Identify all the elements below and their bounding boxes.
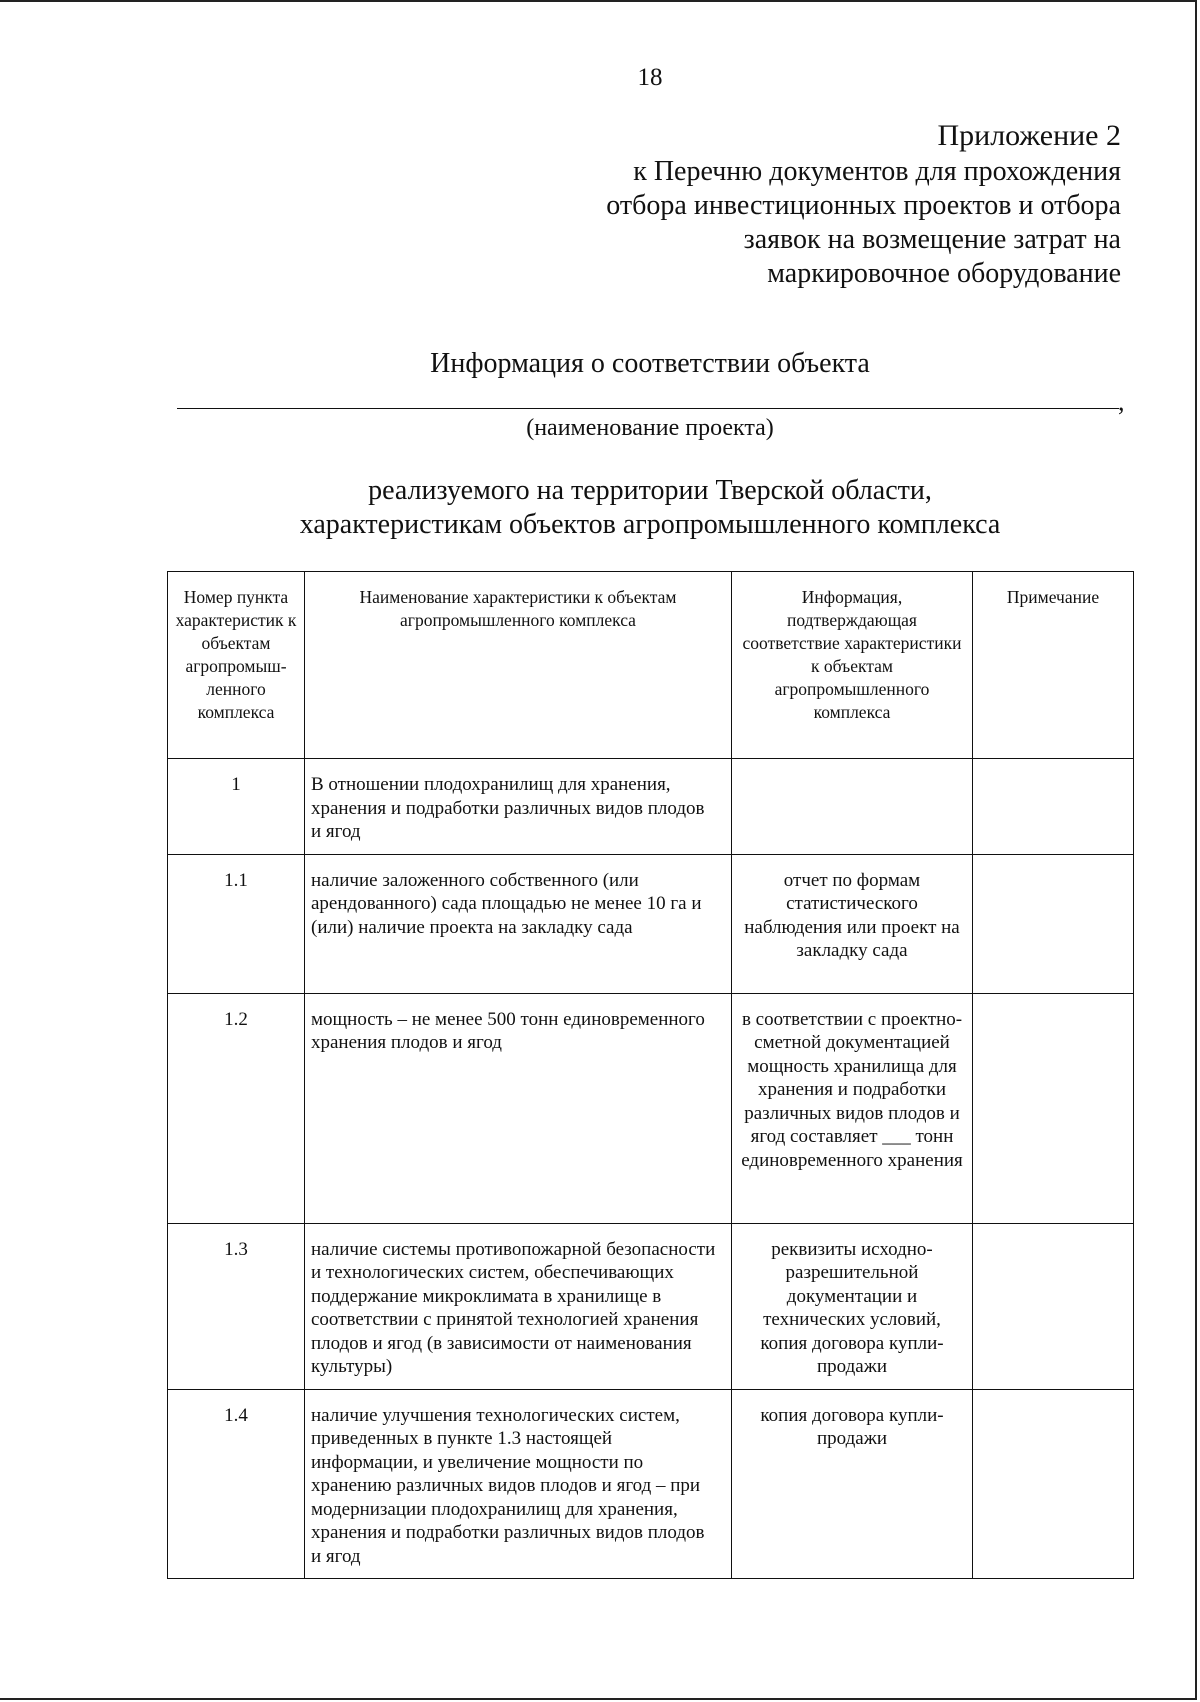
row-confirming-info: в соответствии с проектно-сметной документацией мощность хранилища для хранения и подработки различных видов плодов и ягод составляет ___ тонн единовременного хранения	[732, 993, 973, 1223]
appendix-line: маркировочное оборудование	[767, 258, 1121, 289]
row-number: 1.2	[168, 993, 305, 1223]
table-row	[168, 1223, 1134, 1389]
row-characteristic: наличие заложенного собственного (или арендованного) сада площадью не менее 10 га и (или) наличие проекта на закладку сада	[305, 854, 732, 993]
header-item-number: Номер пункта характеристик к объектам агропромыш-ленного комплекса	[168, 572, 305, 759]
row-characteristic: мощность – не менее 500 тонн единовременного хранения плодов и ягод	[305, 993, 732, 1223]
subtitle	[0, 474, 1200, 542]
appendix-block	[521, 119, 1121, 291]
table-row	[168, 854, 1134, 993]
row-characteristic: наличие системы противопожарной безопасности и технологических систем, обеспечивающих поддержание микроклимата в хранилище в соответствии с принятой технологией хранения плодов и ягод (в зависимости от наименования культуры)	[305, 1223, 732, 1389]
header-confirming-info: Информация, подтверждающая соответствие характеристики к объектам агропромышленного комплекса	[732, 572, 973, 759]
row-note	[973, 1223, 1134, 1389]
appendix-line: заявок на возмещение затрат на	[743, 224, 1121, 255]
row-note	[973, 854, 1134, 993]
appendix-line: к Перечню документов для прохождения	[633, 156, 1121, 187]
subtitle-line: реализуемого на территории Тверской области,	[368, 475, 932, 506]
row-confirming-info	[732, 759, 973, 855]
row-characteristic: В отношении плодохранилищ для хранения, хранения и подработки различных видов плодов и ягод	[305, 759, 732, 855]
row-note	[973, 759, 1134, 855]
project-name-caption: (наименование проекта)	[526, 415, 774, 441]
page-number: 18	[637, 64, 663, 91]
subtitle-line: характеристикам объектов агропромышленного комплекса	[299, 509, 1001, 540]
row-number: 1.3	[168, 1223, 305, 1389]
table-row	[168, 1389, 1134, 1579]
row-confirming-info: копия договора купли-продажи	[732, 1389, 973, 1579]
appendix-line: отбора инвестиционных проектов и отбора	[606, 190, 1121, 221]
row-note	[973, 1389, 1134, 1579]
row-confirming-info: реквизиты исходно-разрешительной документации и технических условий, копия договора купли-продажи	[732, 1223, 973, 1389]
row-confirming-info: отчет по формам статистического наблюдения или проект на закладку сада	[732, 854, 973, 993]
header-characteristic-name: Наименование характеристики к объектам агропромышленного комплекса	[305, 572, 732, 759]
row-number: 1.1	[168, 854, 305, 993]
characteristics-table	[167, 571, 1134, 1579]
row-number: 1	[168, 759, 305, 855]
project-name-comma: ,	[1118, 387, 1125, 416]
table-header-row	[168, 572, 1134, 759]
appendix-title: Приложение 2	[937, 119, 1121, 152]
project-name-line	[177, 408, 1119, 409]
table-row	[168, 993, 1134, 1223]
table-row	[168, 759, 1134, 855]
row-number: 1.4	[168, 1389, 305, 1579]
header-note: Примечание	[973, 572, 1134, 759]
row-characteristic: наличие улучшения технологических систем, приведенных в пункте 1.3 настоящей информации, и увеличение мощности по хранению различных видов плодов и ягод – при модернизации плодохранилищ для хранения, хранения и подработки различных видов плодов и ягод	[305, 1389, 732, 1579]
info-title: Информация о соответствии объекта	[430, 348, 870, 379]
row-note	[973, 993, 1134, 1223]
